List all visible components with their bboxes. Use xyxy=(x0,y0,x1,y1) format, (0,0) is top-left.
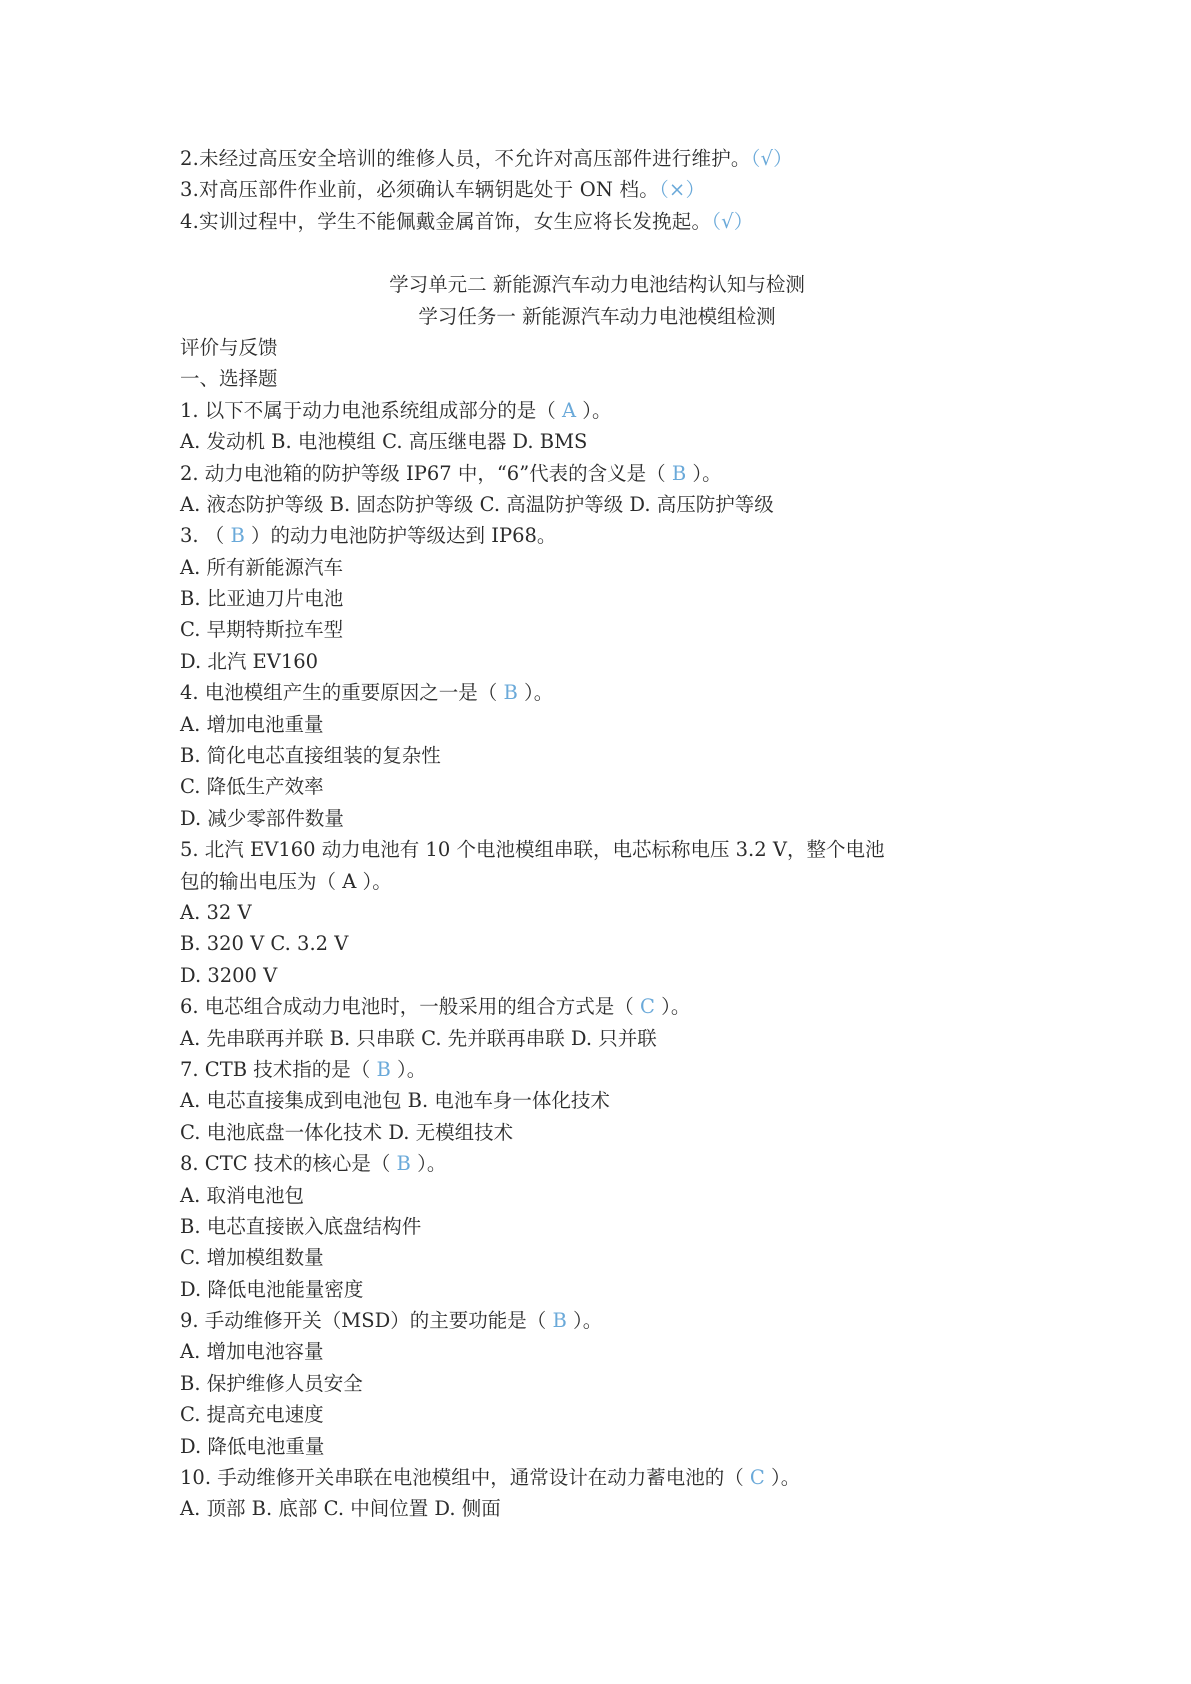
option-line: A. 增加电池容量 xyxy=(180,1340,324,1364)
option-line: A. 所有新能源汽车 xyxy=(180,555,343,579)
option-line: A. 液态防护等级 B. 固态防护等级 C. 高温防护等级 D. 高压防护等级 xyxy=(180,492,774,516)
question-stem: 2. 动力电池箱的防护等级 IP67 中，“6”代表的含义是（ B ）。 xyxy=(180,461,722,485)
question-stem: 9. 手动维修开关（MSD）的主要功能是（ B ）。 xyxy=(180,1309,603,1333)
answer-letter: B xyxy=(665,461,693,485)
answer-letter: B xyxy=(497,681,525,705)
question-stem: 1. 以下不属于动力电池系统组成部分的是（ A ）。 xyxy=(180,398,612,422)
answer-letter: B xyxy=(224,524,252,548)
option-line: D. 3200 V xyxy=(180,963,278,987)
answer-mark: （√） xyxy=(711,209,754,233)
option-line: C. 电池底盘一体化技术 D. 无模组技术 xyxy=(180,1120,514,1144)
option-line: D. 降低电池能量密度 xyxy=(180,1277,364,1301)
section-heading-eval: 评价与反馈 xyxy=(180,335,278,359)
question-stem: 3. （ B ）的动力电池防护等级达到 IP68。 xyxy=(180,524,557,548)
answer-letter: B xyxy=(390,1152,418,1176)
option-line: B. 电芯直接嵌入底盘结构件 xyxy=(180,1214,422,1238)
tf-item: 2.未经过高压安全培训的维修人员，不允许对高压部件进行维护。（√） xyxy=(180,147,793,170)
option-line: C. 早期特斯拉车型 xyxy=(180,618,344,642)
question-stem: 10. 手动维修开关串联在电池模组中，通常设计在动力蓄电池的（ C ）。 xyxy=(180,1466,801,1490)
option-line: C. 提高充电速度 xyxy=(180,1403,324,1427)
option-line: B. 320 V C. 3.2 V xyxy=(180,932,349,956)
option-line: D. 减少零部件数量 xyxy=(180,806,344,830)
answer-mark: （×） xyxy=(658,178,706,202)
option-line: A. 电芯直接集成到电池包 B. 电池车身一体化技术 xyxy=(180,1089,610,1113)
option-line: A. 增加电池重量 xyxy=(180,712,324,736)
option-line: D. 降低电池重量 xyxy=(180,1434,325,1458)
tf-item: 3.对高压部件作业前，必须确认车辆钥匙处于 ON 档。（×） xyxy=(180,178,706,202)
document-page xyxy=(180,143,980,1525)
answer-letter: B xyxy=(546,1309,573,1333)
answer-letter: C xyxy=(743,1466,772,1490)
option-line: B. 简化电芯直接组装的复杂性 xyxy=(180,744,441,768)
option-line: B. 比亚迪刀片电池 xyxy=(180,587,344,611)
answer-letter: A xyxy=(555,398,583,422)
option-line: B. 保护维修人员安全 xyxy=(180,1371,363,1395)
tf-item: 4.实训过程中，学生不能佩戴金属首饰，女生应将长发挽起。（√） xyxy=(180,209,754,233)
option-line: A. 先串联再并联 B. 只串联 C. 先并联再串联 D. 只并联 xyxy=(180,1026,657,1050)
section-heading-choice: 一、选择题 xyxy=(180,367,278,391)
question-stem: 8. CTC 技术的核心是（ B ）。 xyxy=(180,1152,447,1176)
question-stem: 7. CTB 技术指的是（ B ）。 xyxy=(180,1057,427,1081)
answer-mark: （√） xyxy=(750,147,793,170)
option-line: A. 发动机 B. 电池模组 C. 高压继电器 D. BMS xyxy=(180,430,588,454)
task-title: 学习任务一 新能源汽车动力电池模组检测 xyxy=(418,304,776,328)
question-list xyxy=(180,395,980,1525)
unit-title: 学习单元二 新能源汽车动力电池结构认知与检测 xyxy=(389,273,805,297)
question-stem: 4. 电池模组产生的重要原因之一是（ B ）。 xyxy=(180,681,554,705)
true-false-list xyxy=(180,143,980,237)
option-line: C. 增加模组数量 xyxy=(180,1246,324,1270)
answer-letter: B xyxy=(370,1057,397,1081)
option-line: D. 北汽 EV160 xyxy=(180,649,319,673)
option-line: A. 32 V xyxy=(180,900,252,924)
question-stem-continued: 包的输出电压为（ A ）。 xyxy=(180,869,392,893)
option-line: C. 降低生产效率 xyxy=(180,775,324,799)
question-stem: 5. 北汽 EV160 动力电池有 10 个电池模组串联，电芯标称电压 3.2 V，整个电池 xyxy=(180,838,885,862)
question-stem: 6. 电芯组合成动力电池时，一般采用的组合方式是（ C ）。 xyxy=(180,995,691,1019)
option-line: A. 取消电池包 xyxy=(180,1183,304,1207)
option-line: A. 顶部 B. 底部 C. 中间位置 D. 侧面 xyxy=(180,1497,501,1521)
answer-letter: C xyxy=(633,995,662,1019)
